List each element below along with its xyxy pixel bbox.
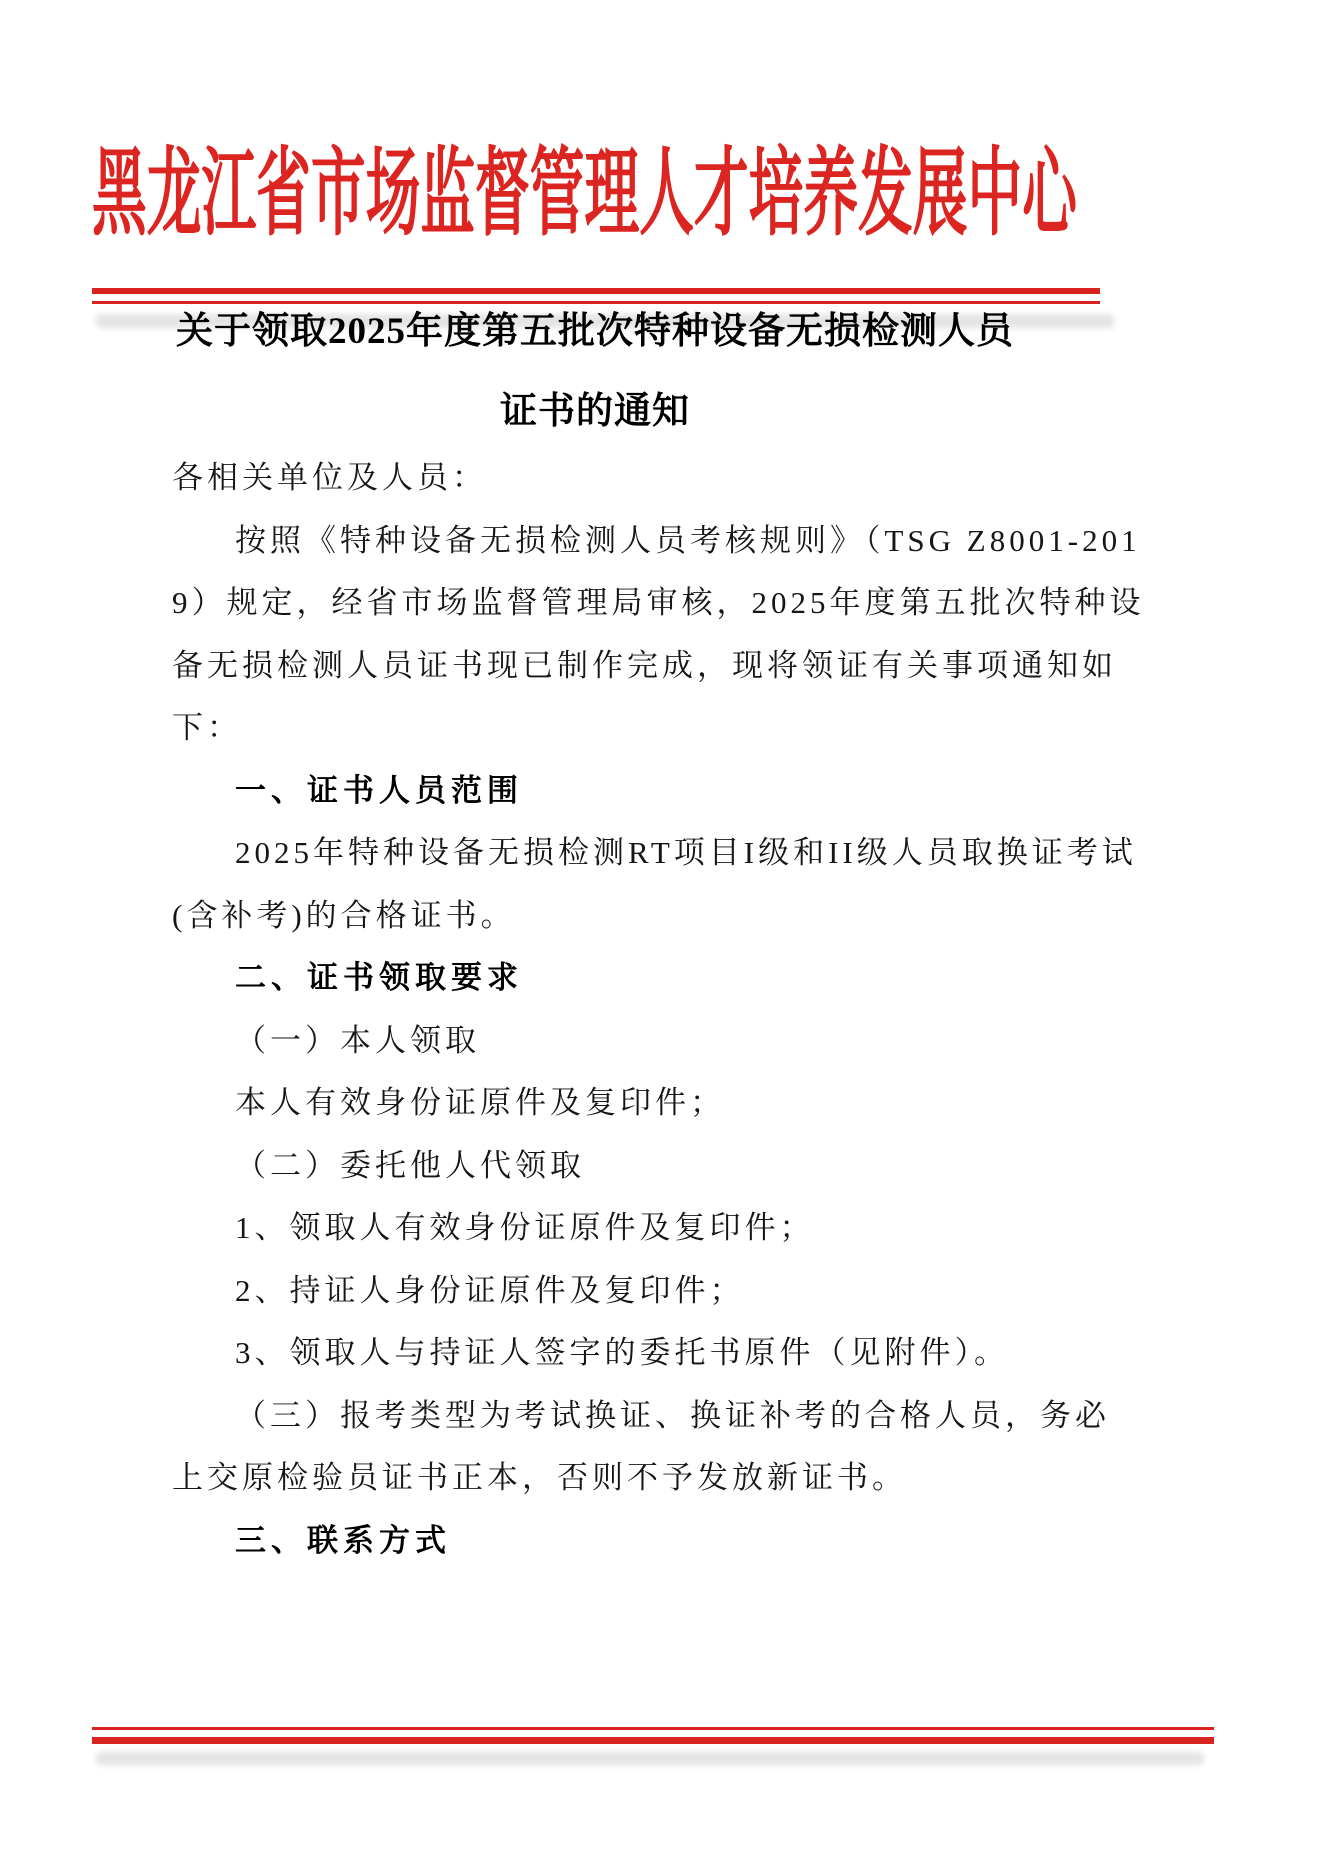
section-heading: 三、联系方式 — [235, 1522, 451, 1558]
footer-rule-thin — [92, 1727, 1214, 1730]
body-line: 2、持证人身份证原件及复印件； — [235, 1272, 745, 1308]
body-line: 下： — [172, 710, 242, 745]
section-heading: 二、证书领取要求 — [235, 960, 523, 995]
document-title — [90, 292, 1100, 452]
document-title-line1: 关于领取2025年度第五批次特种设备无损检测人员 — [176, 311, 1014, 352]
body-line: 9）规定，经省市场监督管理局审核，2025年度第五批次特种设 — [172, 585, 1145, 620]
body-line: 备无损检测人员证书现已制作完成，现将领证有关事项通知如 — [172, 647, 1117, 683]
body-line: (含补考)的合格证书。 — [172, 897, 516, 933]
notice-body — [172, 447, 1167, 1572]
body-line: 1、领取人有效身份证原件及复印件； — [235, 1210, 815, 1245]
body-line: （三）报考类型为考试换证、换证补考的合格人员，务必 — [235, 1397, 1110, 1433]
footer-rule-thick — [92, 1737, 1214, 1744]
body-line: （二）委托他人代领取 — [235, 1147, 585, 1183]
body-line: 各相关单位及人员： — [172, 460, 487, 495]
scan-artifact-bottom — [96, 1752, 1204, 1765]
body-line: 2025年特种设备无损检测RT项目I级和II级人员取换证考试 — [235, 835, 1137, 870]
body-line: 上交原检验员证书正本，否则不予发放新证书。 — [172, 1460, 907, 1495]
body-line: 3、领取人与持证人签字的委托书原件（见附件）。 — [235, 1335, 1009, 1370]
letterhead-org-name: 黑龙江省市场监督管理人才培养发展中心 — [92, 140, 1077, 247]
body-line: 按照《特种设备无损检测人员考核规则》（TSG Z8001-201 — [235, 522, 1141, 558]
body-line: （一）本人领取 — [235, 1022, 480, 1058]
document-title-line2: 证书的通知 — [500, 391, 690, 432]
body-line: 本人有效身份证原件及复印件； — [235, 1085, 725, 1120]
section-heading: 一、证书人员范围 — [235, 772, 523, 808]
